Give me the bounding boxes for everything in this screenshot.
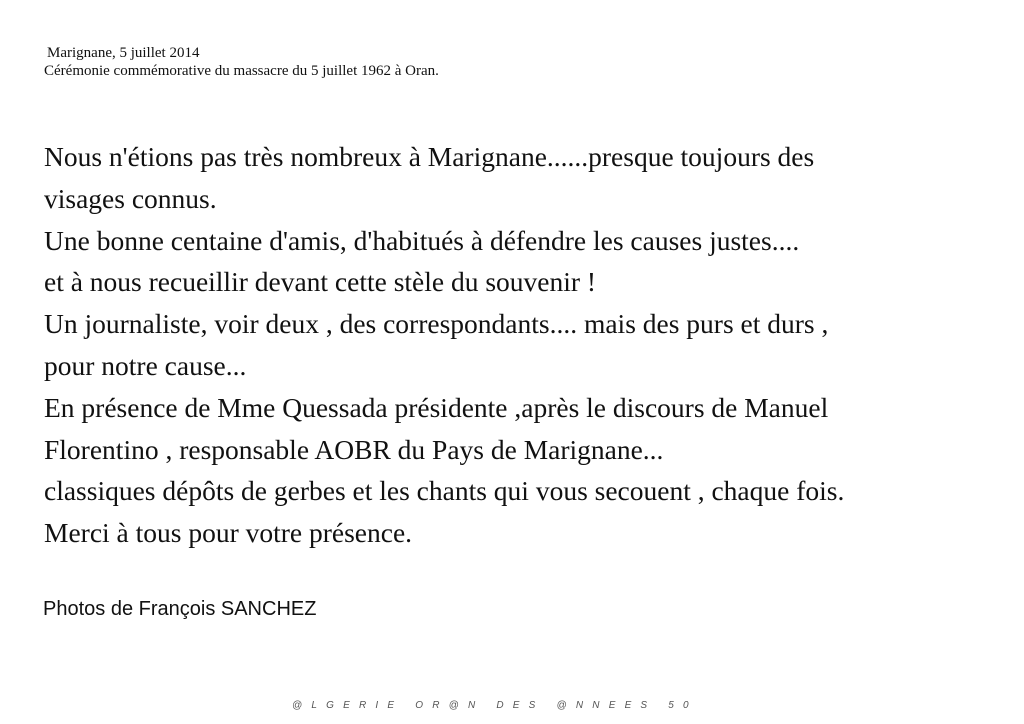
body-line: et à nous recueillir devant cette stèle du souvenir ! <box>44 266 597 298</box>
body-line: En présence de Mme Quessada présidente ,après le discours de Manuel <box>44 391 829 423</box>
ceremony-subtitle: Cérémonie commémorative du massacre du 5 juillet 1962 à Oran. <box>44 63 439 79</box>
photo-credit: Photos de François SANCHEZ <box>43 598 317 620</box>
body-line: visages connus. <box>44 182 217 214</box>
body-text <box>44 136 1004 554</box>
document-header <box>44 44 439 80</box>
body-line: pour notre cause... <box>44 349 247 381</box>
date-line: Marignane, 5 juillet 2014 <box>47 45 200 61</box>
body-line: Merci à tous pour votre présence. <box>44 517 413 549</box>
body-line: Un journaliste, voir deux , des correspondants.... mais des purs et durs , <box>44 308 829 340</box>
body-line: Florentino , responsable AOBR du Pays de Marignane... <box>44 433 664 465</box>
body-line: Une bonne centaine d'amis, d'habitués à défendre les causes justes.... <box>44 224 800 256</box>
body-line: classiques dépôts de gerbes et les chants qui vous secouent , chaque fois. <box>44 475 845 507</box>
footer-watermark: @LGERIE OR@N DES @NNEES 50 <box>292 700 698 711</box>
body-line: Nous n'étions pas très nombreux à Marignane......presque toujours des <box>44 141 815 172</box>
